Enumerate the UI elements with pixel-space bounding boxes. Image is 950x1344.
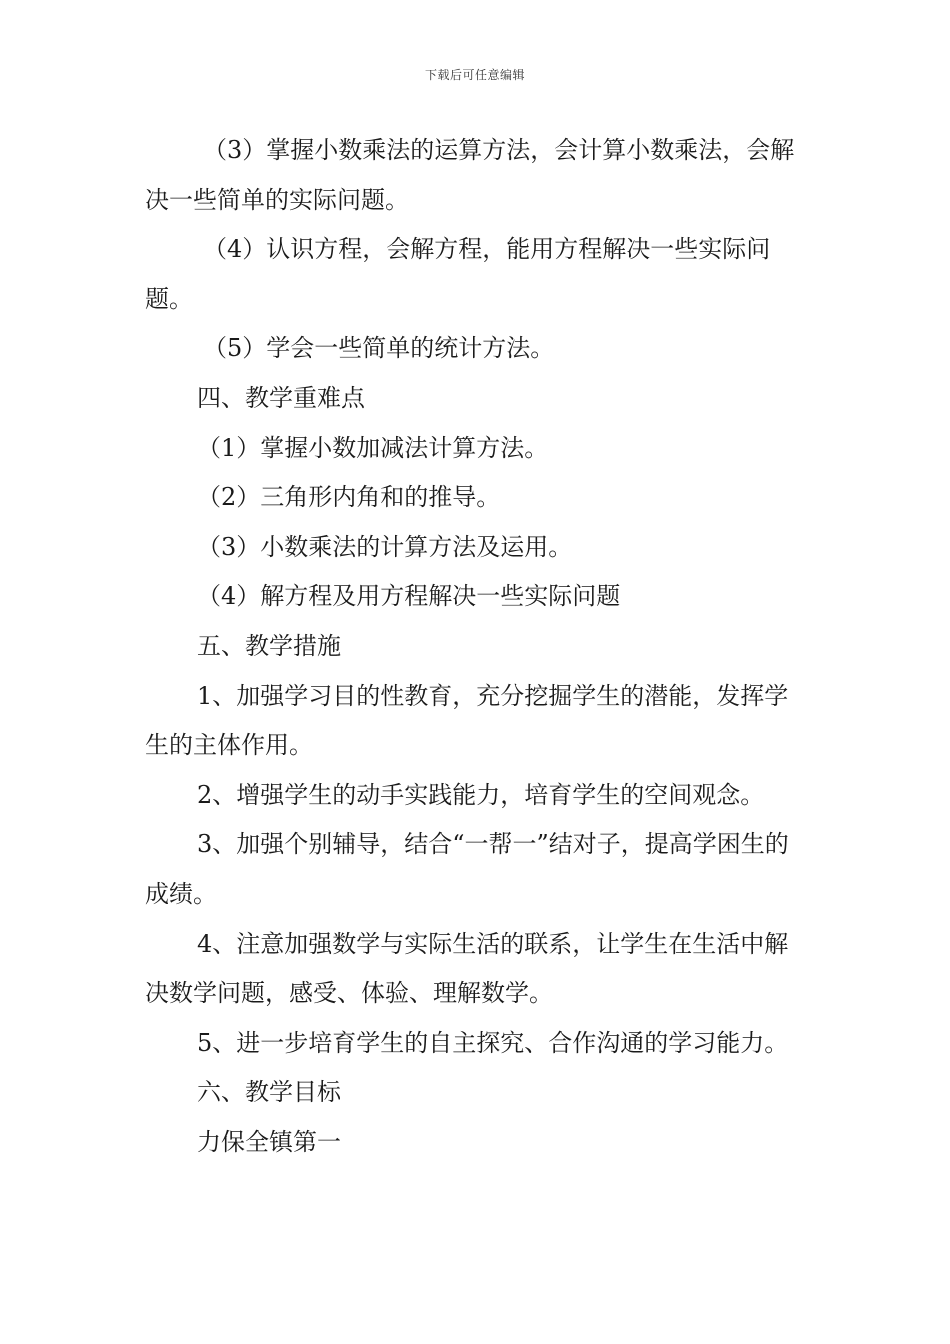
section-heading-measures: 五、教学措施	[197, 631, 341, 660]
paragraph-objective-4: （4）认识方程，会解方程，能用方程解决一些实际问题。	[145, 235, 771, 313]
paragraph-measure-1: 1、加强学习目的性教育，充分挖掘学生的潜能，发挥学生的主体作用。	[145, 681, 789, 760]
paragraph-objective-3: （3）掌握小数乘法的运算方法，会计算小数乘法，会解决一些简单的实际问题。	[145, 136, 795, 214]
document-body	[145, 126, 810, 1167]
paragraph-measure-5: 5、进一步培育学生的自主探究、合作沟通的学习能力。	[197, 1028, 789, 1057]
paragraph-goal: 力保全镇第一	[197, 1127, 341, 1156]
section-heading-key-points: 四、教学重难点	[197, 383, 365, 412]
paragraph-key-point-1: （1）掌握小数加减法计算方法。	[197, 433, 549, 462]
paragraph-measure-4: 4、注意加强数学与实际生活的联系，让学生在生活中解决数学问题，感受、体验、理解数学。	[145, 929, 789, 1008]
paragraph-key-point-3: （3）小数乘法的计算方法及运用。	[197, 532, 573, 561]
paragraph-key-point-4: （4）解方程及用方程解决一些实际问题	[197, 582, 621, 611]
paragraph-measure-3: 3、加强个别辅导，结合“一帮一”结对子，提高学困生的成绩。	[145, 830, 789, 908]
paragraph-measure-2: 2、增强学生的动手实践能力，培育学生的空间观念。	[197, 780, 765, 809]
paragraph-key-point-2: （2）三角形内角和的推导。	[197, 483, 501, 512]
header-note: 下载后可任意编辑	[424, 68, 525, 82]
paragraph-objective-5: （5）学会一些简单的统计方法。	[203, 334, 555, 363]
section-heading-goals: 六、教学目标	[197, 1078, 341, 1107]
